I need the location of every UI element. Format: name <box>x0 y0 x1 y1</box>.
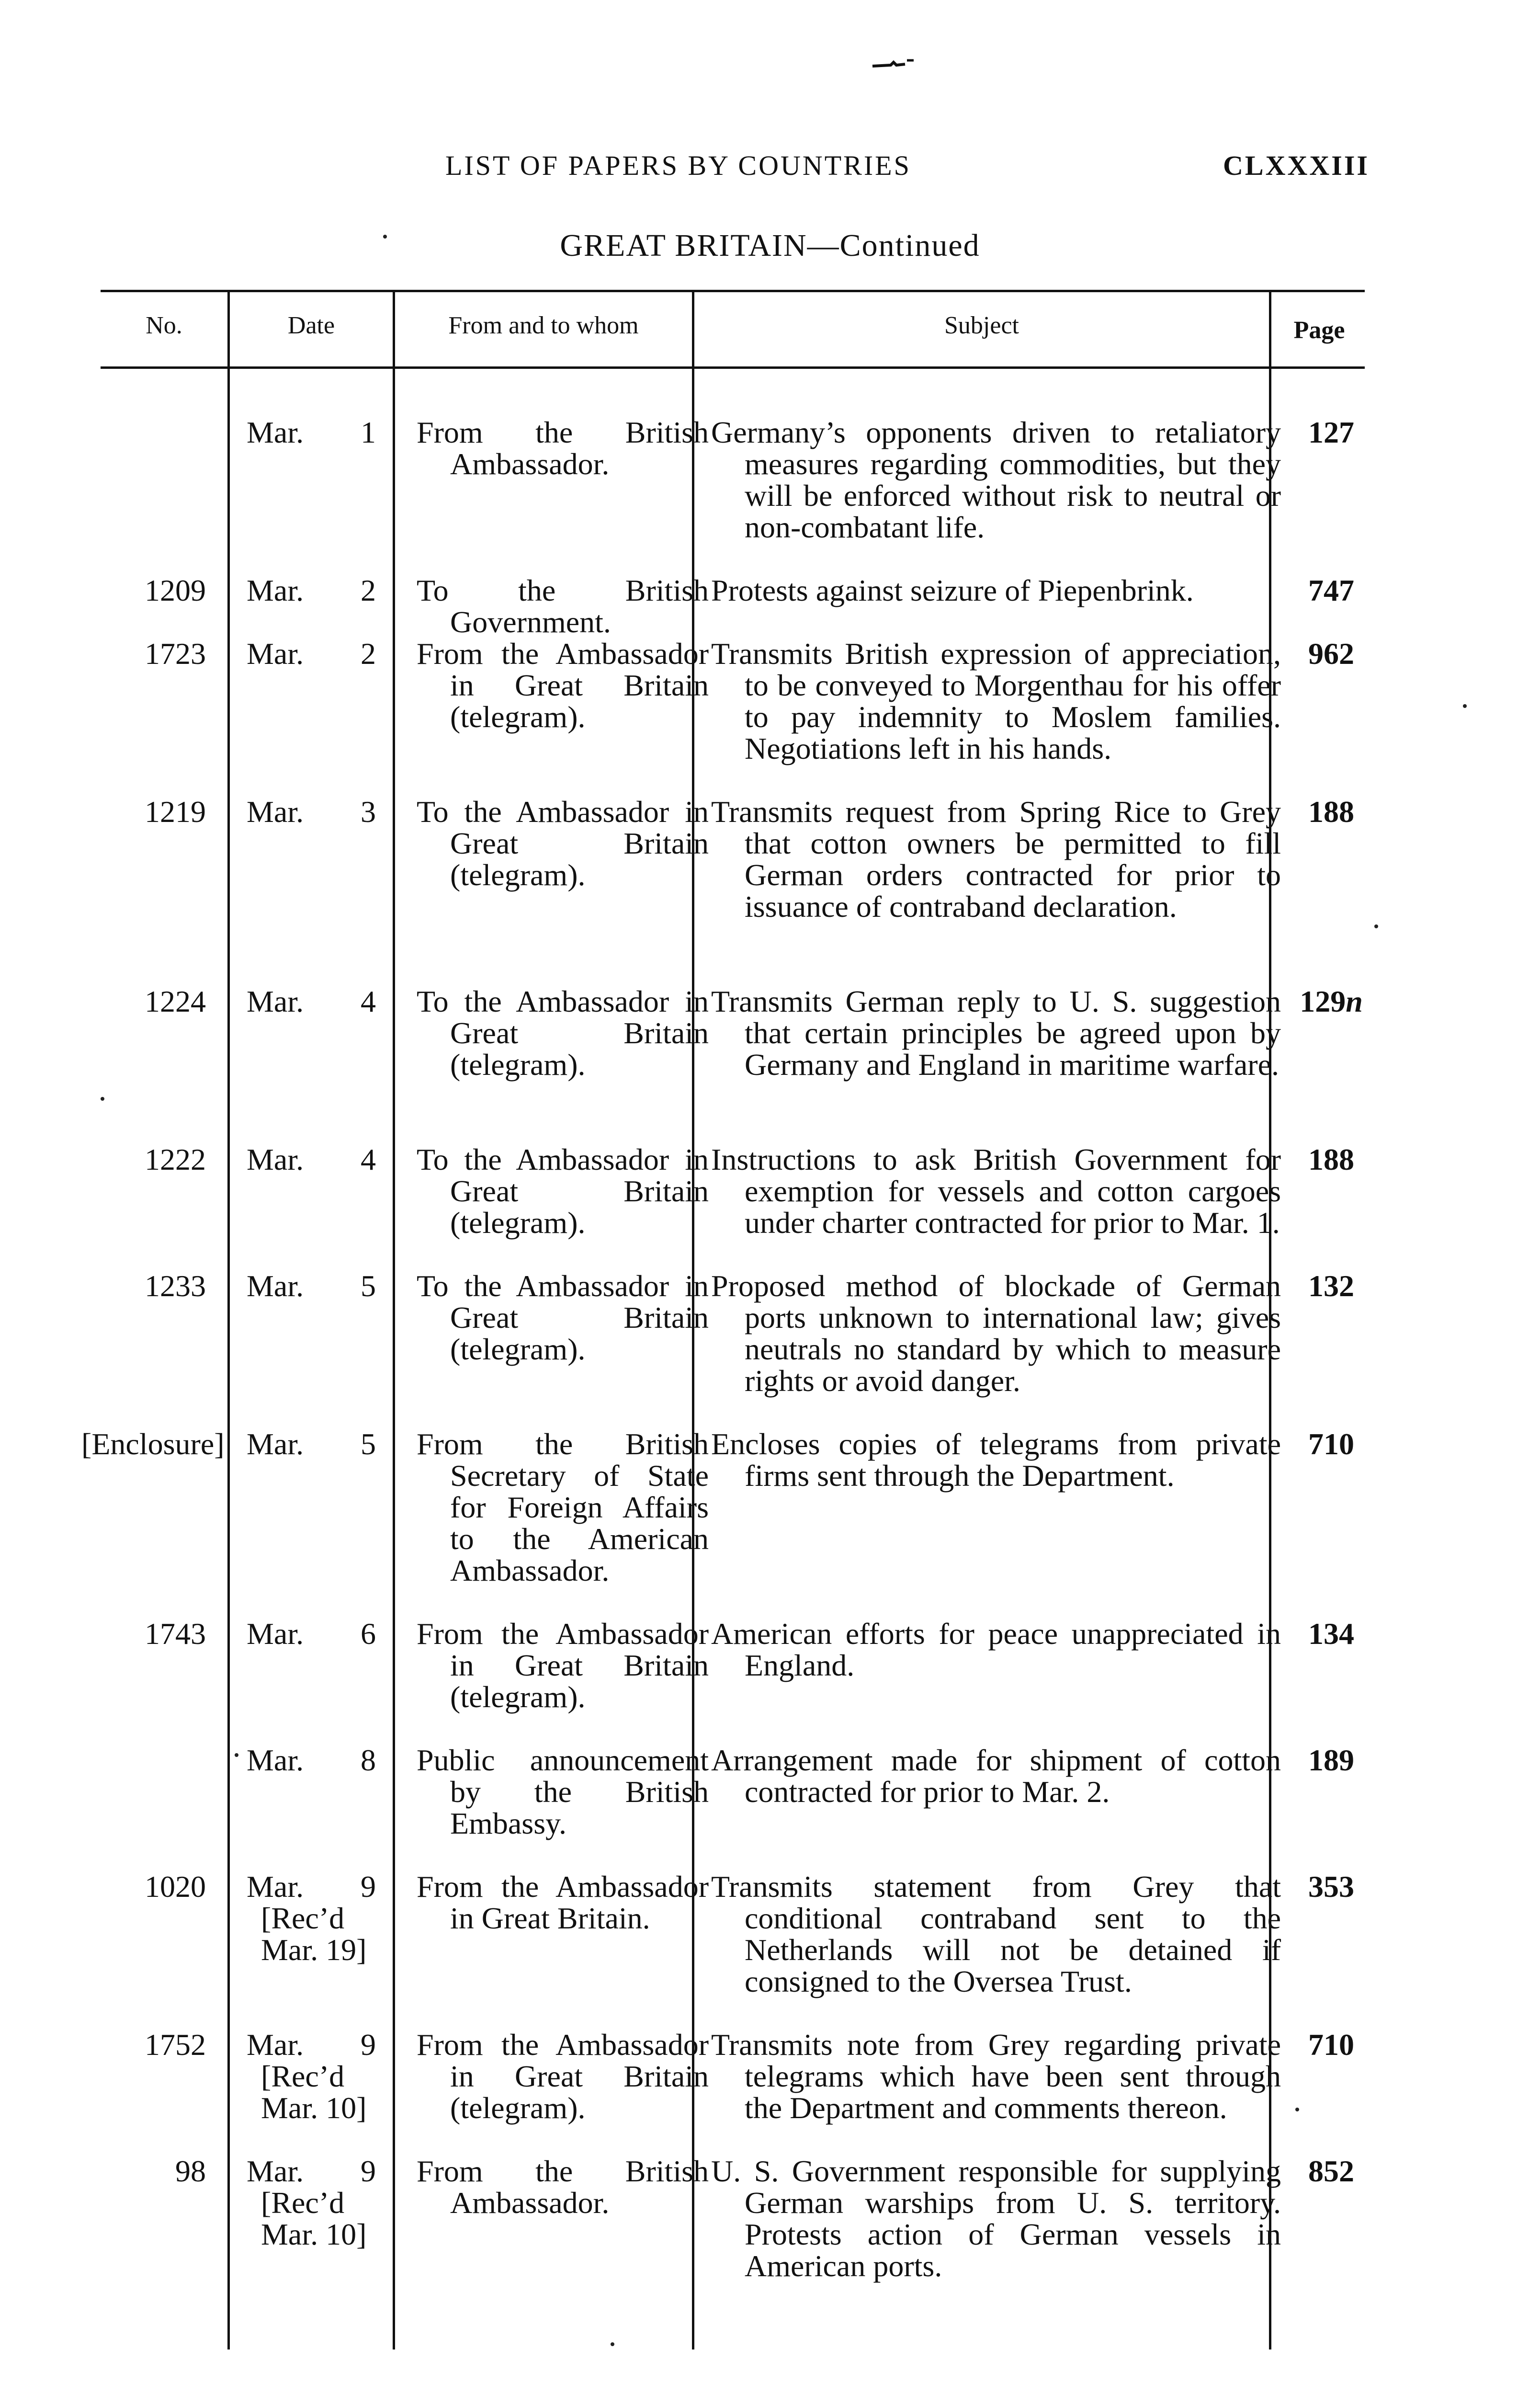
entry-number: 1222 <box>145 1142 206 1176</box>
entry-from-to: From the Ambassador in Great Britain (telegram). <box>417 637 709 734</box>
entry-date <box>247 1745 385 1776</box>
scan-speck <box>101 1097 104 1101</box>
entry-subject: Encloses copies of telegrams from private firms sent through the Department. <box>711 1427 1281 1493</box>
entry-from-to: Public announcement by the British Embassy. <box>417 1743 709 1840</box>
date-day: 5 <box>361 1269 376 1303</box>
entry-date <box>247 1144 385 1175</box>
entry-subject: Instructions to ask British Government for exemption for vessels and cotton cargoes under charter contracted for prior to Mar. 1. <box>711 1142 1281 1240</box>
entry-date <box>247 2156 385 2250</box>
entry-date <box>247 417 385 448</box>
scan-speck <box>235 1753 238 1757</box>
date-month: Mar. <box>247 1142 304 1176</box>
date-day: 3 <box>361 795 376 829</box>
running-head <box>101 144 1370 187</box>
scan-speck <box>611 2342 614 2346</box>
date-day: 5 <box>361 1427 376 1461</box>
entry-number: 98 <box>175 2154 206 2188</box>
column-header-date: Date <box>287 312 335 339</box>
date-day: 6 <box>361 1617 376 1651</box>
date-month: Mar. <box>247 984 304 1018</box>
entry-page: 747 <box>1308 573 1354 607</box>
page-numeral: CLXXXIII <box>1223 150 1370 181</box>
table-row <box>0 1871 1540 2029</box>
date-month: Mar. <box>247 573 304 607</box>
running-title: LIST OF PAPERS BY COUNTRIES <box>445 150 911 181</box>
date-day: 2 <box>361 637 376 671</box>
date-month: Mar. <box>247 1743 304 1777</box>
entry-number: 1020 <box>145 1870 206 1904</box>
entry-from-to: To the Ambassador in Great Britain (telegram). <box>417 1269 709 1366</box>
date-received: [Rec’d Mar. 10] <box>261 2059 367 2125</box>
entry-subject: U. S. Government responsible for supplying German warships from U. S. territory. Protests action of German vessels in American ports. <box>711 2154 1281 2283</box>
table-row <box>0 417 1540 575</box>
entry-subject: Arrangement made for shipment of cotton contracted for prior to Mar. 2. <box>711 1743 1281 1809</box>
entry-subject: Transmits British expression of appreciation, to be conveyed to Morgenthau for his offer to pay indemnity to Moslem families. Negotiations left in his hands. <box>711 637 1281 765</box>
entry-from-to: From the British Ambassador. <box>417 2154 709 2220</box>
entry-subject: Transmits German reply to U. S. suggestion that certain principles be agreed upon by Germany and England in maritime warfare. <box>711 984 1281 1082</box>
table-row <box>0 796 1540 986</box>
scan-speck <box>1463 704 1467 708</box>
entry-subject: Proposed method of blockade of German ports unknown to international law; gives neutrals no standard by which to measure rights or avoid danger. <box>711 1269 1281 1398</box>
entry-subject: Protests against seizure of Piepenbrink. <box>711 573 1194 607</box>
date-month: Mar. <box>247 1427 304 1461</box>
table-row <box>0 1270 1540 1428</box>
table-row <box>0 2156 1540 2314</box>
column-header-subject: Subject <box>944 312 1019 339</box>
entry-from-to: To the British Government. <box>417 573 709 639</box>
table-row <box>0 1428 1540 1618</box>
date-day: 4 <box>361 1142 376 1176</box>
entry-from-to: To the Ambassador in Great Britain (telegram). <box>417 984 709 1082</box>
entry-page: 852 <box>1308 2154 1354 2188</box>
entry-date <box>247 575 385 606</box>
table-top-rule <box>101 290 1365 292</box>
entry-page: 189 <box>1308 1743 1354 1777</box>
entry-number: [Enclosure] <box>81 1427 225 1461</box>
entry-page: 188 <box>1308 795 1354 829</box>
column-header-page: Page <box>1293 317 1345 344</box>
date-month: Mar. <box>247 1269 304 1303</box>
entry-subject: Transmits note from Grey regarding private telegrams which have been sent through the Department and comments thereon. <box>711 2028 1281 2125</box>
entry-from-to: From the British Ambassador. <box>417 415 709 481</box>
entry-date <box>247 2029 385 2124</box>
entry-page: 127 <box>1308 415 1354 449</box>
table-row <box>0 1745 1540 1871</box>
entry-number: 1752 <box>145 2028 206 2062</box>
date-day: 4 <box>361 984 376 1018</box>
date-month: Mar. <box>247 1870 304 1904</box>
table-body <box>0 417 1540 2314</box>
date-month: Mar. <box>247 2028 304 2062</box>
entry-subject: Germany’s opponents driven to retaliatory measures regarding commodities, but they will be enforced without risk to neutral or non-combatant life. <box>711 415 1281 544</box>
date-day: 1 <box>361 415 376 449</box>
date-month: Mar. <box>247 2154 304 2188</box>
table-row <box>0 1144 1540 1270</box>
column-header-no: No. <box>146 312 182 339</box>
ornament-dash <box>872 57 915 70</box>
entry-date <box>247 1270 385 1302</box>
entry-number: 1219 <box>145 795 206 829</box>
date-day: 2 <box>361 573 376 607</box>
entry-date <box>247 1428 385 1460</box>
entry-from-to: From the Ambassador in Great Britain. <box>417 1870 709 1935</box>
entry-page: 132 <box>1308 1269 1354 1303</box>
entry-subject: Transmits statement from Grey that conditional contraband sent to the Netherlands will not be detained if consigned to the Oversea Trust. <box>711 1870 1281 1998</box>
entry-page: 353 <box>1308 1870 1354 1904</box>
entry-from-to: To the Ambassador in Great Britain (telegram). <box>417 1142 709 1240</box>
entry-number: 1209 <box>145 573 206 607</box>
date-day: 9 <box>361 2154 376 2188</box>
entry-page: 710 <box>1308 2028 1354 2062</box>
page-note-suffix: n <box>1346 984 1363 1018</box>
date-day: 8 <box>361 1743 376 1777</box>
entry-subject: American efforts for peace unappreciated in England. <box>711 1617 1281 1682</box>
scan-speck <box>1295 2108 1299 2111</box>
table-row <box>0 986 1540 1144</box>
date-month: Mar. <box>247 637 304 671</box>
entry-number: 1224 <box>145 984 206 1018</box>
date-received: [Rec’d Mar. 10] <box>261 2186 367 2251</box>
entry-from-to: From the Ambassador in Great Britain (telegram). <box>417 1617 709 1714</box>
entry-number: 1233 <box>145 1269 206 1303</box>
entry-date <box>247 796 385 828</box>
header-bottom-rule <box>101 366 1365 369</box>
entry-date <box>247 1871 385 1966</box>
entry-from-to: From the British Secretary of State for Foreign Affairs to the American Ambassador. <box>417 1427 709 1587</box>
entry-number: 1743 <box>145 1617 206 1651</box>
date-month: Mar. <box>247 1617 304 1651</box>
date-day: 9 <box>361 1870 376 1904</box>
entry-page: 710 <box>1308 1427 1354 1461</box>
entry-from-to: From the Ambassador in Great Britain (telegram). <box>417 2028 709 2125</box>
date-month: Mar. <box>247 795 304 829</box>
entry-page: 129n <box>1300 984 1363 1018</box>
table-row <box>0 2029 1540 2156</box>
entry-from-to: To the Ambassador in Great Britain (telegram). <box>417 795 709 892</box>
date-day: 9 <box>361 2028 376 2062</box>
entry-page: 962 <box>1308 637 1354 671</box>
scan-speck <box>1374 924 1378 928</box>
entry-number: 1723 <box>145 637 206 671</box>
entry-date <box>247 638 385 670</box>
entry-page: 188 <box>1308 1142 1354 1176</box>
scan-speck <box>383 235 387 239</box>
column-header-from-to: From and to whom <box>448 312 639 339</box>
table-row <box>0 1618 1540 1745</box>
date-month: Mar. <box>247 415 304 449</box>
table-row <box>0 575 1540 638</box>
entry-subject: Transmits request from Spring Rice to Grey that cotton owners be permitted to fill German orders contracted for prior to issuance of contraband declaration. <box>711 795 1281 924</box>
entry-date <box>247 986 385 1017</box>
section-title: GREAT BRITAIN—Continued <box>560 228 980 263</box>
entry-page: 134 <box>1308 1617 1354 1651</box>
entry-date <box>247 1618 385 1650</box>
date-received: [Rec’d Mar. 19] <box>261 1901 367 1967</box>
table-row <box>0 638 1540 796</box>
